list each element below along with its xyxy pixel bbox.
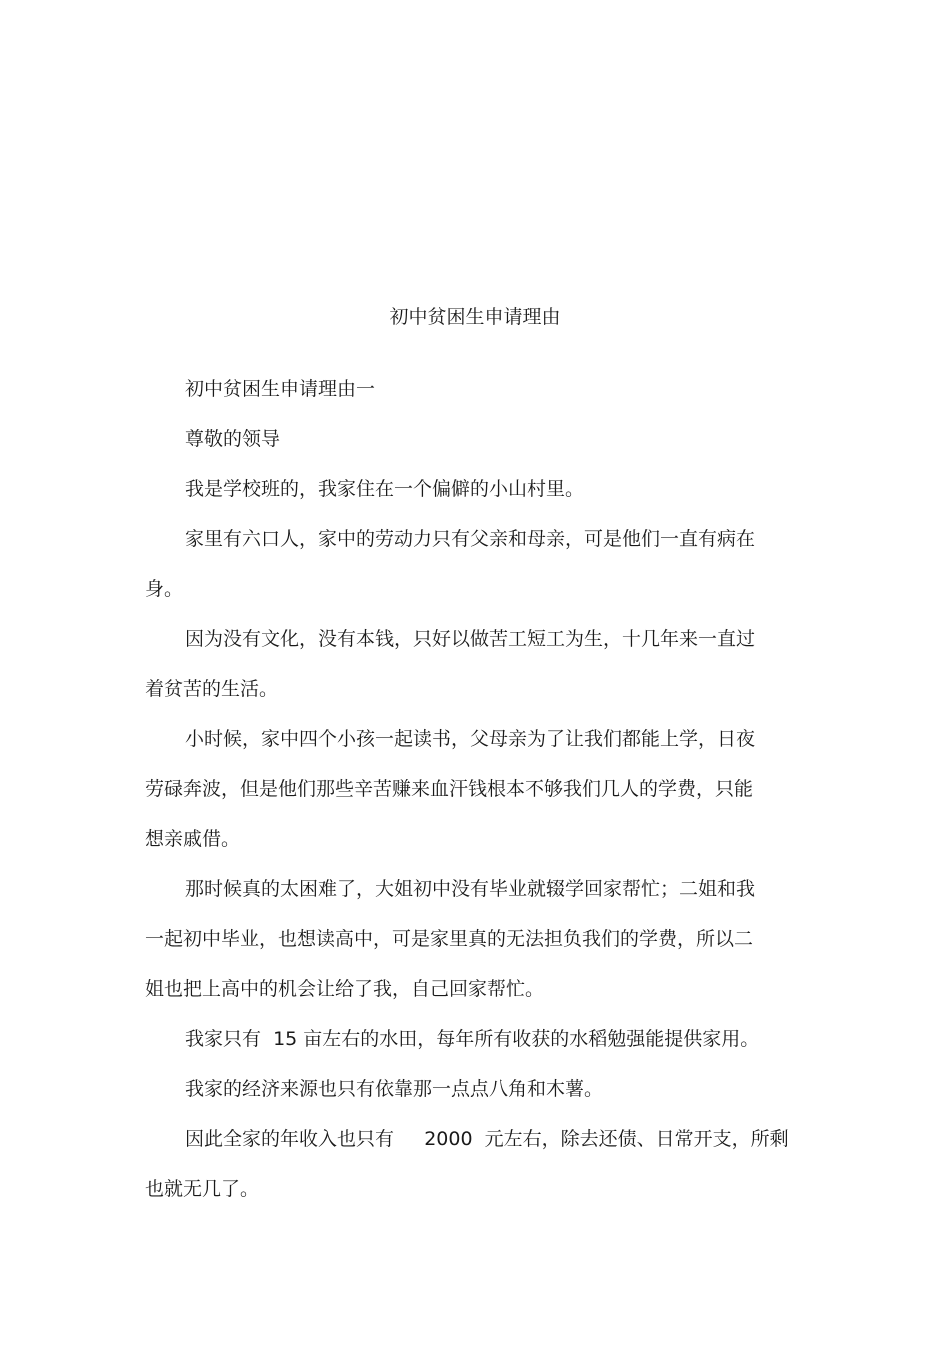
body-line: 我家只有 15 亩左右的水田，每年所有收获的水稻勉强能提供家用。 (185, 1028, 760, 1050)
body-line: 因此全家的年收入也只有 2000 元左右，除去还债、日常开支，所剩 (185, 1128, 789, 1150)
document-body (145, 364, 789, 1214)
body-line: 小时候，家中四个小孩一起读书，父母亲为了让我们都能上学，日夜 (185, 728, 756, 750)
body-line: 家里有六口人，家中的劳动力只有父亲和母亲，可是他们一直有病在 (185, 528, 756, 550)
body-line: 我是学校班的，我家住在一个偏僻的小山村里。 (185, 478, 585, 500)
body-line: 一起初中毕业，也想读高中，可是家里真的无法担负我们的学费，所以二 (145, 928, 754, 950)
body-line: 那时候真的太困难了，大姐初中没有毕业就辍学回家帮忙；二姐和我 (185, 878, 756, 900)
body-line: 也就无几了。 (145, 1178, 260, 1200)
document-title: 初中贫困生申请理由 (389, 306, 561, 328)
body-line: 姐也把上高中的机会让给了我，自己回家帮忙。 (145, 978, 545, 1000)
body-line: 因为没有文化，没有本钱，只好以做苦工短工为生，十几年来一直过 (185, 628, 756, 650)
body-line: 想亲戚借。 (145, 828, 241, 850)
body-line: 着贫苦的生活。 (145, 678, 279, 700)
body-line: 尊敬的领导 (185, 428, 281, 450)
body-line: 劳碌奔波，但是他们那些辛苦赚来血汗钱根本不够我们几人的学费，只能 (145, 778, 754, 800)
body-line: 初中贫困生申请理由一 (185, 378, 376, 400)
body-line: 我家的经济来源也只有依靠那一点点八角和木薯。 (185, 1078, 604, 1100)
body-line: 身。 (145, 578, 184, 600)
